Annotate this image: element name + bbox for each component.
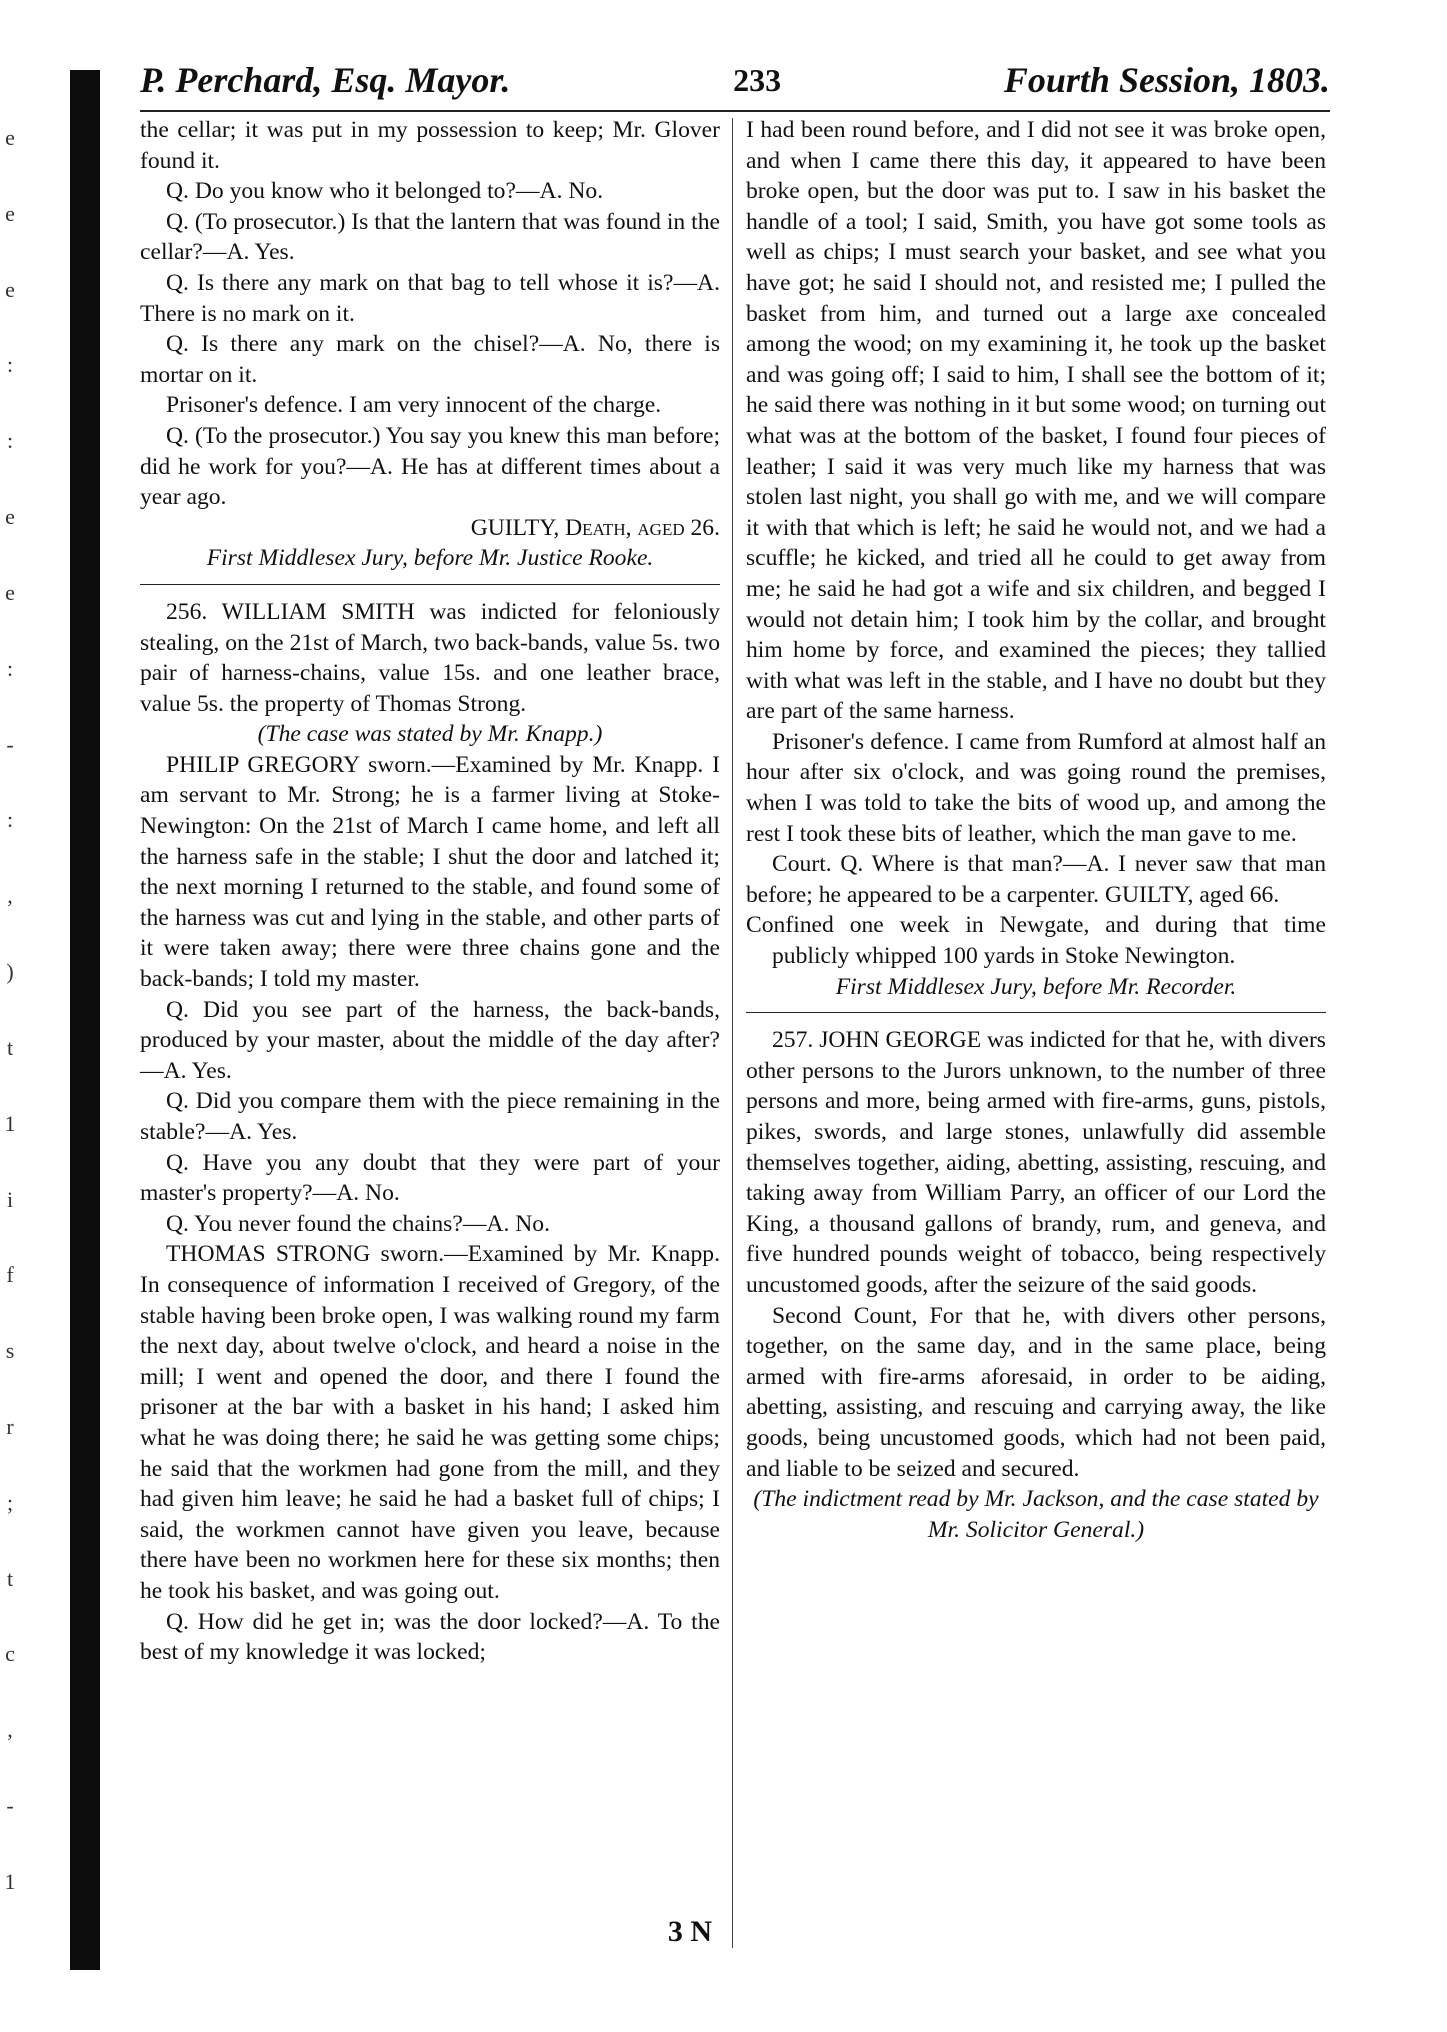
paragraph: GUILTY, Death, aged 26. [470,514,720,541]
paragraph: Q. Did you compare them with the piece remaining in the stable?—A. Yes. [140,1088,720,1145]
paragraph: Q. Did you see part of the harness, the back-bands, produced by your master, about the middle of the day after?—A. Yes. [140,996,720,1084]
edge-mark: c [5,1641,15,1667]
edge-mark: ; [6,1489,14,1515]
edge-mark: e [5,276,15,302]
edge-mark: e [5,124,15,150]
paragraph: (The indictment read by Mr. Jackson, and the case stated by Mr. Solicitor General.) [753,1486,1319,1543]
paragraph: Second Count, For that he, with divers other persons, together, on the same day, and in the same place, being armed with fire-arms aforesaid, in order to be aiding, abetting, assisting, and rescuing and carrying away, the like goods, being uncustomed goods, which had not been paid, and liable to be seized and secured. [746,1302,1326,1482]
edge-mark: : [6,807,14,833]
signature-mark: 3 N [667,1915,713,1948]
edge-mark: : [6,352,14,378]
paragraph: I had been round before, and I did not see it was broke open, and when I came there this day, it appeared to have been broke open, but the door was put to. I saw in his basket the handle of a tool; I said, Smith, you have got some tools as well as chips; I must search your basket, and see what you have got; he said I should not, and resisted me; I pulled the basket from him, and turned out a large axe concealed among the wood; on my examining it, he took up the basket and was going off; I said to him, I shall see the bottom of it; he said there was nothing in it but some wood; on turning out what was at the bottom of the basket, I found four pieces of leather; I said it was very much like my harness that was stolen last night, you shall go with me, and we will compare it with that which is left; he said he would not, and we had a scuffle; he kicked, and tried all he could to get away from me; he said he had got a wife and six children, and begged I would not detain him; I took him by the collar, and brought him home by force, and examined the pieces; they tallied with what was left in the stable, and I have no doubt but they are part of the same harness. [746,117,1326,725]
edge-mark: 1 [4,1110,16,1136]
edge-mark: ) [6,959,14,985]
edge-mark: e [5,579,15,605]
paragraph: Q. Is there any mark on that bag to tell whose it is?—A. There is no mark on it. [140,269,720,327]
paragraph: Q. (To prosecutor.) Is that the lantern that was found in the cellar?—A. Yes. [140,208,720,266]
edge-mark: , [7,883,13,909]
header-mayor: P. Perchard, Esq. Mayor. [140,60,511,100]
edge-mark: - [6,731,14,757]
paragraph: Confined one week in Newgate, and during that time publicly whipped 100 yards in Stoke Newington. [746,912,1326,970]
column-divider [732,118,733,1948]
paragraph: Prisoner's defence. I am very innocent of the charge. [166,392,662,419]
paragraph: Prisoner's defence. I came from Rumford at almost half an hour after six o'clock, and was going round the premises, when I was told to take the bits of wood up, and among the rest I took these bits of leather, which the man gave to me. [746,728,1326,847]
edge-mark: , [7,1717,13,1743]
edge-mark: r [6,1413,14,1439]
paragraph: Q. (To the prosecutor.) You say you knew this man before; did he work for you?—A. He has at different times about a year ago. [140,422,720,511]
paragraph: Court. Q. Where is that man?—A. I never saw that man before; he appeared to be a carpenter. GUILTY, aged 66. [746,851,1326,908]
right-column [746,115,1326,1545]
edge-mark: : [6,655,14,681]
running-header [140,50,1330,112]
edge-mark: - [6,1793,14,1819]
page-number: 233 [733,61,782,98]
paragraph: Q. You never found the chains?—A. No. [166,1210,550,1237]
paragraph: PHILIP GREGORY sworn.—Examined by Mr. Knapp. I am servant to Mr. Strong; he is a farmer living at Stoke-Newington: On the 21st of March I came home, and left all the harness safe in the stable; I shut the door and latched it; the next morning I returned to the stable, and found some of the harness was cut and lying in the stable, and other parts of it were taken away; there were three chains gone and the back-bands; I told my master. [140,751,720,993]
paragraph: First Middlesex Jury, before Mr. Justice Rooke. [206,545,654,572]
document-page [140,40,1330,1980]
section-rule [140,584,720,585]
book-binding-edge [70,70,100,1970]
paragraph: 256. WILLIAM SMITH was indicted for feloniously stealing, on the 21st of March, two back-bands, value 5s. two pair of harness-chains, value 15s. and one leather brace, value 5s. the property of Thomas Strong. [140,598,720,717]
paragraph: Q. Have you any doubt that they were part of your master's property?—A. No. [140,1149,720,1207]
edge-mark: t [6,1565,14,1591]
header-session: Fourth Session, 1803. [1003,60,1330,100]
edge-mark: e [5,504,15,530]
paragraph: (The case was stated by Mr. Knapp.) [257,721,603,748]
paragraph: 257. JOHN GEORGE was indicted for that he, with divers other persons to the Jurors unknown, to the number of three persons and more, being armed with fire-arms, guns, pistols, pikes, swords, and large stones, unlawfully did assemble themselves together, aiding, abetting, assisting, rescuing, and taking away from William Parry, an officer of our Lord the King, a thousand gallons of brandy, rum, and geneva, and five hundred pounds weight of tobacco, being respectively uncustomed goods, after the seizure of the said goods. [746,1027,1326,1298]
edge-mark: e [5,200,15,226]
paragraph: THOMAS STRONG sworn.—Examined by Mr. Knapp. In consequence of information I received of Gregory, of the stable having been broke open, I was walking round my farm the next day, about twelve o'clock, and heard a noise in the mill; I went and opened the door, and there I found the prisoner at the bar with a basket in his hand; I asked him what he was doing there; he said he was getting some chips; he said that the workmen had gone from the mill, and they had given him leave; he said he had a basket full of chips; I said, the workmen cannot have given you leave, because there have been no workmen here for these six months; then he took his basket, and was going out. [140,1241,720,1604]
edge-mark: i [6,1186,14,1212]
paragraph: Q. Do you know who it belonged to?—A. No. [166,178,604,205]
edge-mark: s [5,1338,15,1364]
edge-mark: t [6,1034,14,1060]
facing-page-edge-marks [0,100,20,1920]
paragraph: First Middlesex Jury, before Mr. Recorder. [835,973,1237,1000]
paragraph: Q. How did he get in; was the door locked?—A. To the best of my knowledge it was locked; [140,1608,720,1666]
paragraph: Q. Is there any mark on the chisel?—A. No, there is mortar on it. [140,331,720,388]
edge-mark: 1 [4,1868,16,1894]
left-column [140,115,720,1668]
section-rule [746,1012,1326,1013]
edge-mark: : [6,428,14,454]
paragraph: the cellar; it was put in my possession to keep; Mr. Glover found it. [140,117,720,174]
edge-mark: f [6,1262,14,1288]
